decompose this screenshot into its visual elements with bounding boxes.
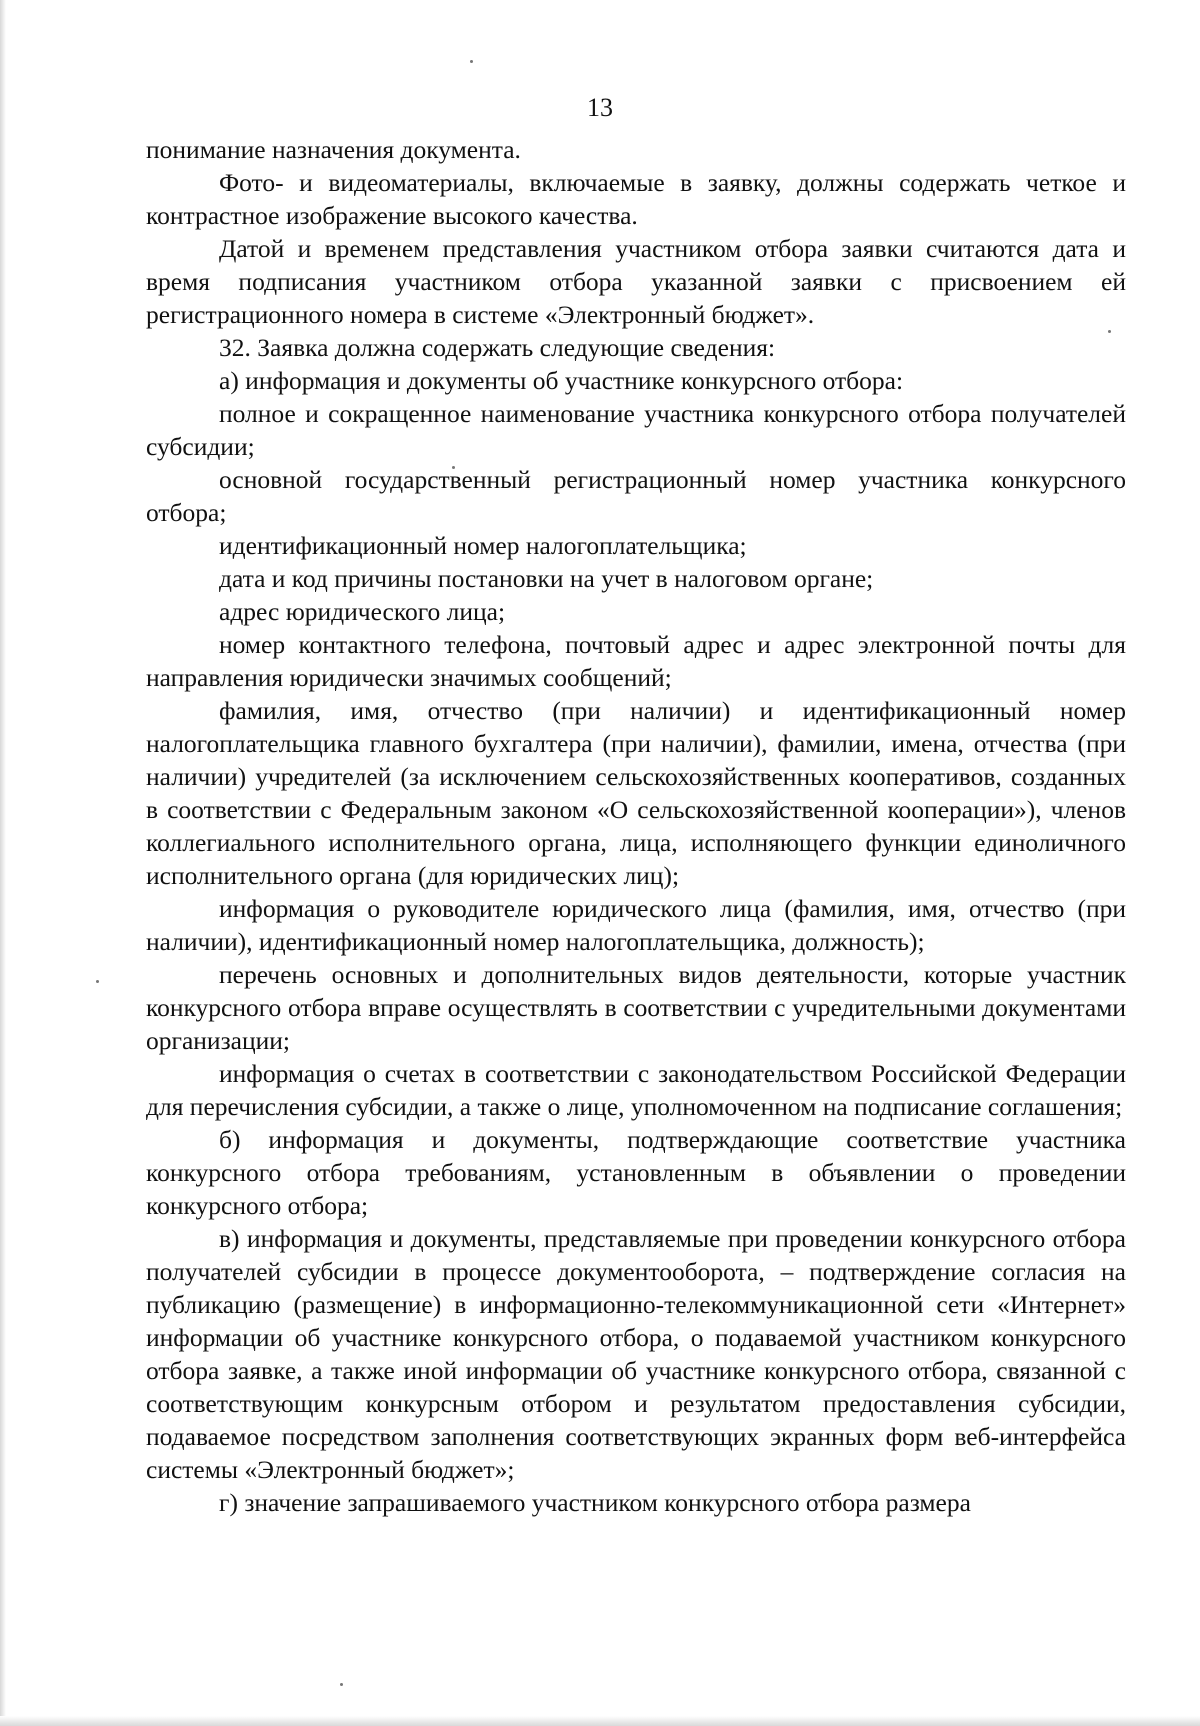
paragraph: основной государственный регистрационный номер участника конкурсного отбора; (146, 465, 1126, 527)
paragraph: фамилия, имя, отчество (при наличии) и идентификационный номер налогоплательщика главного бухгалтера (при наличии), фамилии, имена, отчества (при наличии) учредителей (за исключением сельскохозяйственных кооперативов, созданных в соответствии с Федеральным законом «О сельскохозяйственной кооперации»), членов коллегиального исполнительного органа, лица, исполняющего функции единоличного исполнительного органа (для юридических лиц); (146, 696, 1126, 890)
paragraph: г) значение запрашиваемого участником конкурсного отбора размера (219, 1488, 971, 1517)
paragraph: идентификационный номер налогоплательщика; (219, 531, 747, 560)
scan-edge-bottom (0, 1716, 1200, 1726)
paragraph: а) информация и документы об участнике конкурсного отбора: (219, 366, 904, 395)
page-number: 13 (587, 93, 613, 122)
scan-speck (340, 1683, 343, 1686)
scan-speck (96, 980, 99, 983)
scan-speck (470, 60, 473, 63)
paragraph: 32. Заявка должна содержать следующие сведения: (219, 333, 776, 362)
paragraph: дата и код причины постановки на учет в налоговом органе; (219, 564, 874, 593)
paragraph: адрес юридического лица; (219, 597, 506, 626)
scan-edge-left (0, 0, 6, 1726)
paragraph: информация о счетах в соответствии с законодательством Российской Федерации для перечисления субсидии, а также о лице, уполномоченном на подписание соглашения; (146, 1059, 1126, 1121)
paragraph: Фото- и видеоматериалы, включаемые в заявку, должны содержать четкое и контрастное изображение высокого качества. (146, 168, 1126, 230)
paragraph: номер контактного телефона, почтовый адрес и адрес электронной почты для направления юридически значимых сообщений; (146, 630, 1126, 692)
paragraph: перечень основных и дополнительных видов деятельности, которые участник конкурсного отбора вправе осуществлять в соответствии с учредительными документами организации; (146, 960, 1126, 1055)
paragraph: полное и сокращенное наименование участника конкурсного отбора получателей субсидии; (146, 399, 1126, 461)
paragraph: Датой и временем представления участником отбора заявки считаются дата и время подписания участником отбора указанной заявки с присвоением ей регистрационного номера в системе «Электронный бюджет». (146, 234, 1126, 329)
paragraph: в) информация и документы, представляемые при проведении конкурсного отбора получателей субсидии в процессе документооборота, – подтверждение согласия на публикацию (размещение) в информационно-телекоммуникационной сети «Интернет» информации об участнике конкурсного отбора, о подаваемой участником конкурсного отбора заявке, а также иной информации об участнике конкурсного отбора, связанной с соответствующим конкурсным отбором и результатом предоставления субсидии, подаваемое посредством заполнения соответствующих экранных форм веб-интерфейса системы «Электронный бюджет»; (146, 1224, 1126, 1484)
document-body (146, 133, 1126, 1519)
paragraph: понимание назначения документа. (146, 135, 521, 164)
paragraph: б) информация и документы, подтверждающие соответствие участника конкурсного отбора требованиям, установленным в объявлении о проведении конкурсного отбора; (146, 1125, 1126, 1220)
paragraph: информация о руководителе юридического лица (фамилия, имя, отчество (при наличии), идентификационный номер налогоплательщика, должность); (146, 894, 1126, 956)
